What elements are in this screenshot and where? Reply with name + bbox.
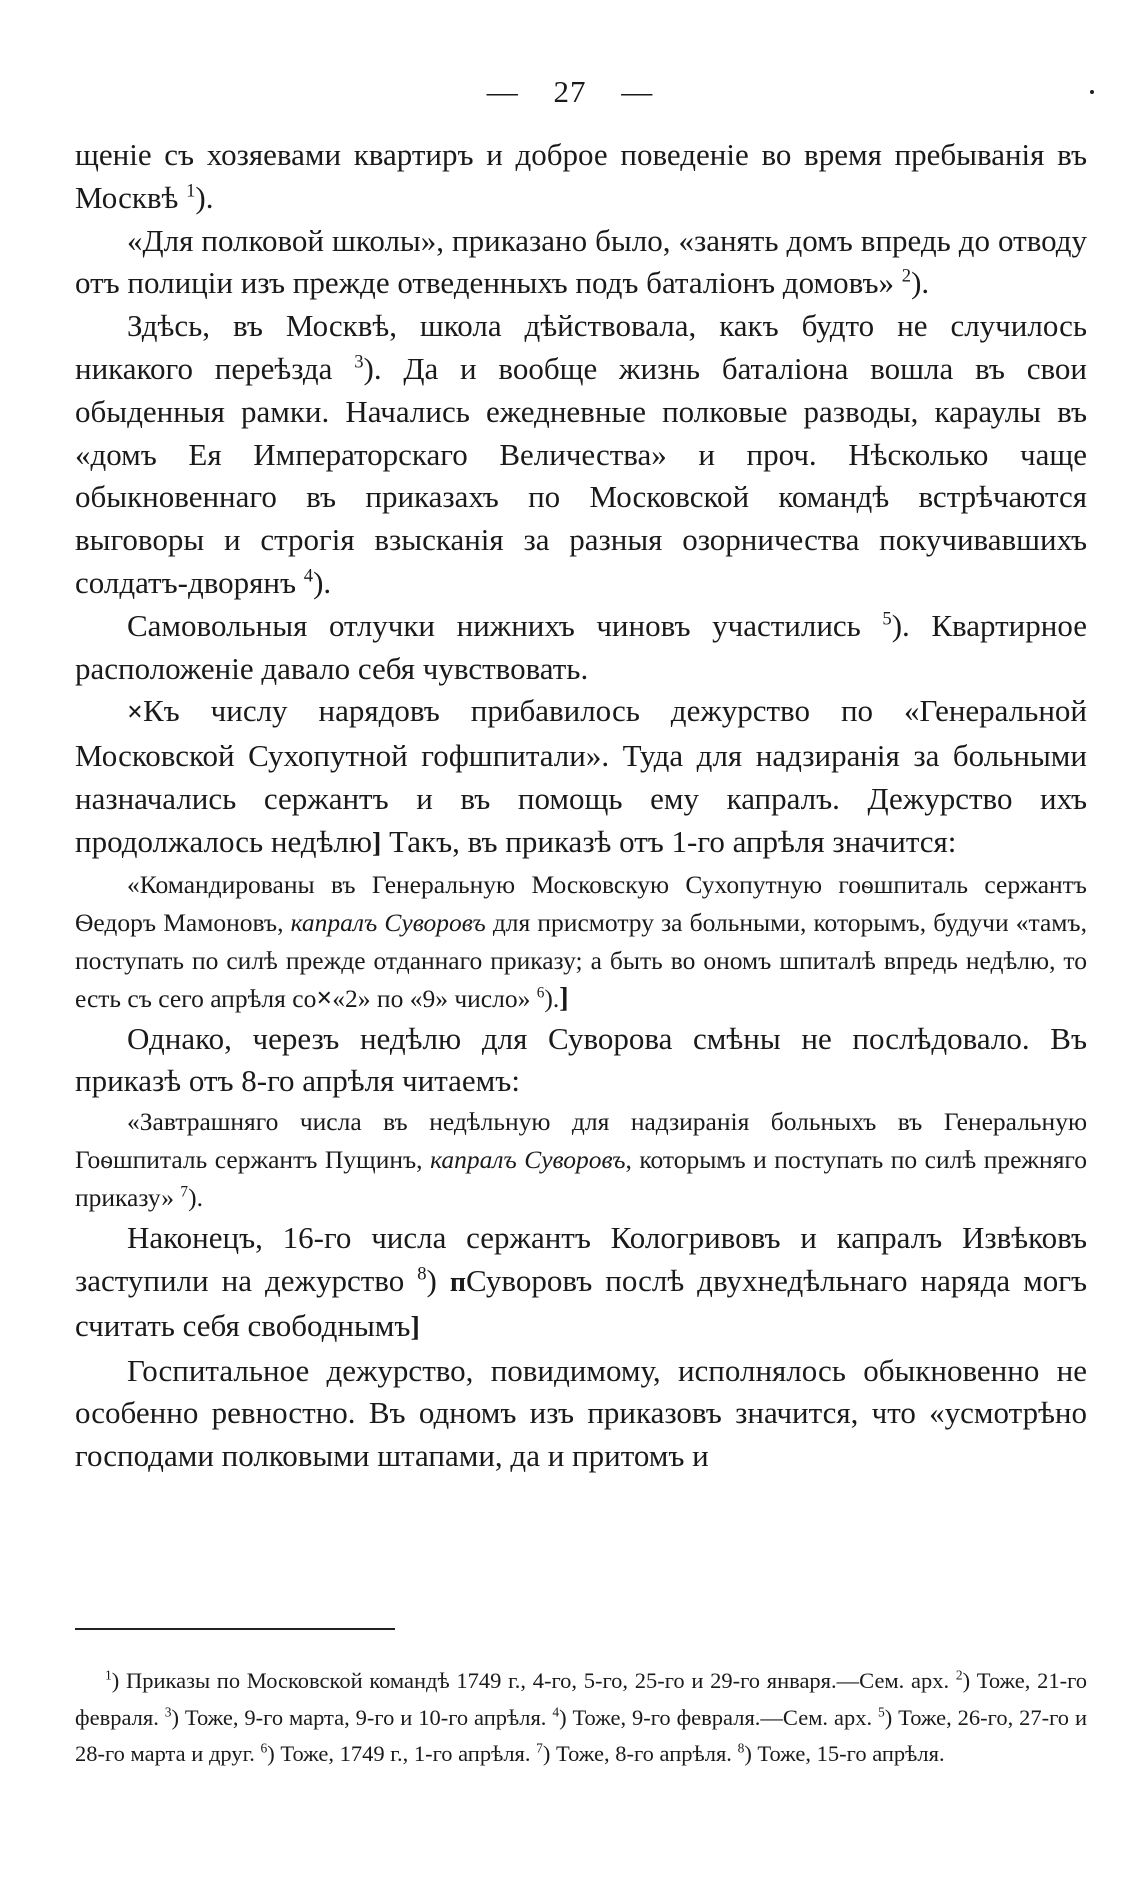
page-number-value: 27 <box>553 74 587 109</box>
text-run: ) Тоже, 1749 г., 1-го апрѣля. <box>267 1741 537 1766</box>
text-run: Здѣсь, въ Москвѣ, школа дѣйствовала, какъ будто не случилось никакого переѣзда <box>75 308 1087 386</box>
footnote-ref: 4 <box>552 1704 560 1719</box>
editorial-mark: × <box>316 982 333 1014</box>
footnote-ref: 1 <box>186 180 196 202</box>
text-run: ) Приказы по Московской командѣ 1749 г., 4-го, 5-го, 25-го и 29-го января.—Сем. арх. <box>111 1668 956 1693</box>
text-run: для присмотру за больными, которымъ, будучи «тамъ, поступать по силѣ прежде отданнаго приказу; а быть во ономъ шпиталѣ впредь недѣлю, то есть съ сего апрѣля со <box>75 907 1087 1013</box>
text-run: Къ числу нарядовъ прибавилось дежурство по «Генеральной Московской Сухопутной гофшпитали». Туда для надзиранія за больными назначались сержантъ и въ помощь ему капралъ. Дежурство ихъ продолжалось недѣлю <box>75 693 1087 859</box>
quote-paragraph <box>75 866 1087 1018</box>
body-paragraph <box>75 1350 1087 1478</box>
footnote-ref: 7 <box>180 1183 189 1201</box>
footnote-ref: 3 <box>354 351 364 373</box>
body-paragraph <box>75 134 1087 220</box>
footnote-ref: 5 <box>882 608 892 630</box>
editorial-mark: п <box>449 1266 466 1298</box>
text-run: ) Тоже, 9-го февраля.—Сем. арх. <box>559 1704 878 1730</box>
text-run: щеніе съ хозяевами квартиръ и доброе поведеніе во время пребыванія въ Москвѣ <box>75 137 1087 215</box>
footnote-ref: 6 <box>536 984 545 1002</box>
emphasized-text: капралъ Суворовъ <box>430 1145 626 1175</box>
text-run: ). <box>195 179 214 215</box>
body-paragraph <box>75 305 1087 605</box>
text-run: , которымъ и поступать по силѣ прежняго приказу» <box>75 1145 1088 1213</box>
text-run: ) Тоже, 8-го апрѣля. <box>542 1741 738 1766</box>
text-run: Однако, черезъ недѣлю для Суворова смѣны не послѣдовало. Въ приказѣ отъ 8-го апрѣля читаемъ: <box>75 1020 1087 1099</box>
footnote-ref: 6 <box>260 1740 268 1756</box>
text-run: ) Тоже, 15-го апрѣля. <box>744 1741 945 1766</box>
emphasized-text: капралъ Суворовъ <box>290 907 486 937</box>
footnote-ref: 1 <box>105 1667 112 1683</box>
footnotes <box>75 1663 1087 1773</box>
text-run: ) Тоже, 26-го, 27-го и 28-го марта и друг. <box>75 1704 1087 1766</box>
footnote-ref: 3 <box>164 1704 172 1719</box>
text-run: ). <box>911 265 930 301</box>
body-paragraph <box>75 605 1087 691</box>
editorial-mark: ] <box>559 982 569 1014</box>
text-run: ) <box>426 1262 450 1298</box>
body-paragraph <box>75 1217 1087 1349</box>
body-paragraph <box>75 1018 1087 1104</box>
footnote-paragraph <box>75 1663 1087 1773</box>
main-text <box>75 134 1087 1478</box>
text-run: Самовольныя отлучки нижнихъ чиновъ участились <box>127 607 883 643</box>
page-number: — 27 — <box>486 74 654 109</box>
footnote-ref: 2 <box>955 1667 963 1683</box>
footnote-ref: 4 <box>303 565 314 587</box>
text-run: «Для полковой школы», приказано было, «занять домъ впредь до отводу отъ полиціи изъ прежде отведенныхъ подъ баталіонъ домовъ» <box>75 222 1087 301</box>
footnote-ref: 8 <box>417 1263 427 1285</box>
body-paragraph <box>75 220 1087 306</box>
text-run: ). <box>313 564 332 600</box>
editorial-mark: ] <box>410 1311 420 1343</box>
editorial-mark: × <box>127 697 143 729</box>
quote-paragraph <box>75 1103 1087 1217</box>
text-run: Суворовъ послѣ двухнедѣльнаго наряда могъ считать себя свободнымъ <box>75 1262 1087 1343</box>
editorial-mark: ] <box>372 827 382 859</box>
footnote-ref: 5 <box>878 1704 885 1719</box>
text-run: ). Да и вообще жизнь баталіона вошла въ свои обыденныя рамки. Начались ежедневные полковые разводы, караулы въ «домъ Ея Императорскаго Величества» и проч. Нѣсколько чаще обыкновеннаго въ приказахъ по Московской командѣ встрѣчаются выговоры и строгія взысканія за разныя озорничества покучивавшихъ солдатъ-дворянъ <box>75 350 1087 600</box>
text-run: ). <box>188 1183 203 1213</box>
text-run: ) Тоже, 9-го марта, 9-го и 10-го апрѣля. <box>171 1704 553 1730</box>
text-run: Госпитальное дежурство, повидимому, исполнялось обыкновенно не особенно ревностно. Въ одномъ изъ приказовъ значится, что «усмотрѣно господами полковыми штапами, да и притомъ и <box>75 1352 1087 1474</box>
text-run: ) Тоже, 21-го февраля. <box>75 1668 1087 1730</box>
text-run: ). <box>544 983 560 1013</box>
text-run: Наконецъ, 16-го числа сержантъ Кологривовъ и капралъ Извѣковъ заступили на дежурство <box>75 1220 1087 1298</box>
footnote-ref: 7 <box>536 1740 543 1756</box>
text-run: «Командированы въ Генеральную Московскую Сухопутную гоѳшпиталь сержантъ Ѳедоръ Мамоновъ, <box>75 869 1087 937</box>
footnote-ref: 2 <box>901 266 912 288</box>
stray-mark <box>1090 90 1094 94</box>
text-run: «2» по «9» число» <box>332 983 537 1013</box>
body-paragraph <box>75 690 1087 865</box>
footnote-separator <box>75 1628 395 1630</box>
text-run: ). Квартирное расположеніе давало себя чувствовать. <box>75 607 1087 686</box>
text-run: «Завтрашняго числа въ недѣльную для надзиранія больныхъ въ Генеральную Гоѳшпиталь сержантъ Пущинъ, <box>75 1107 1087 1175</box>
text-run: Такъ, въ приказѣ отъ 1-го апрѣля значится: <box>381 823 957 859</box>
footnote-ref: 8 <box>737 1740 745 1756</box>
